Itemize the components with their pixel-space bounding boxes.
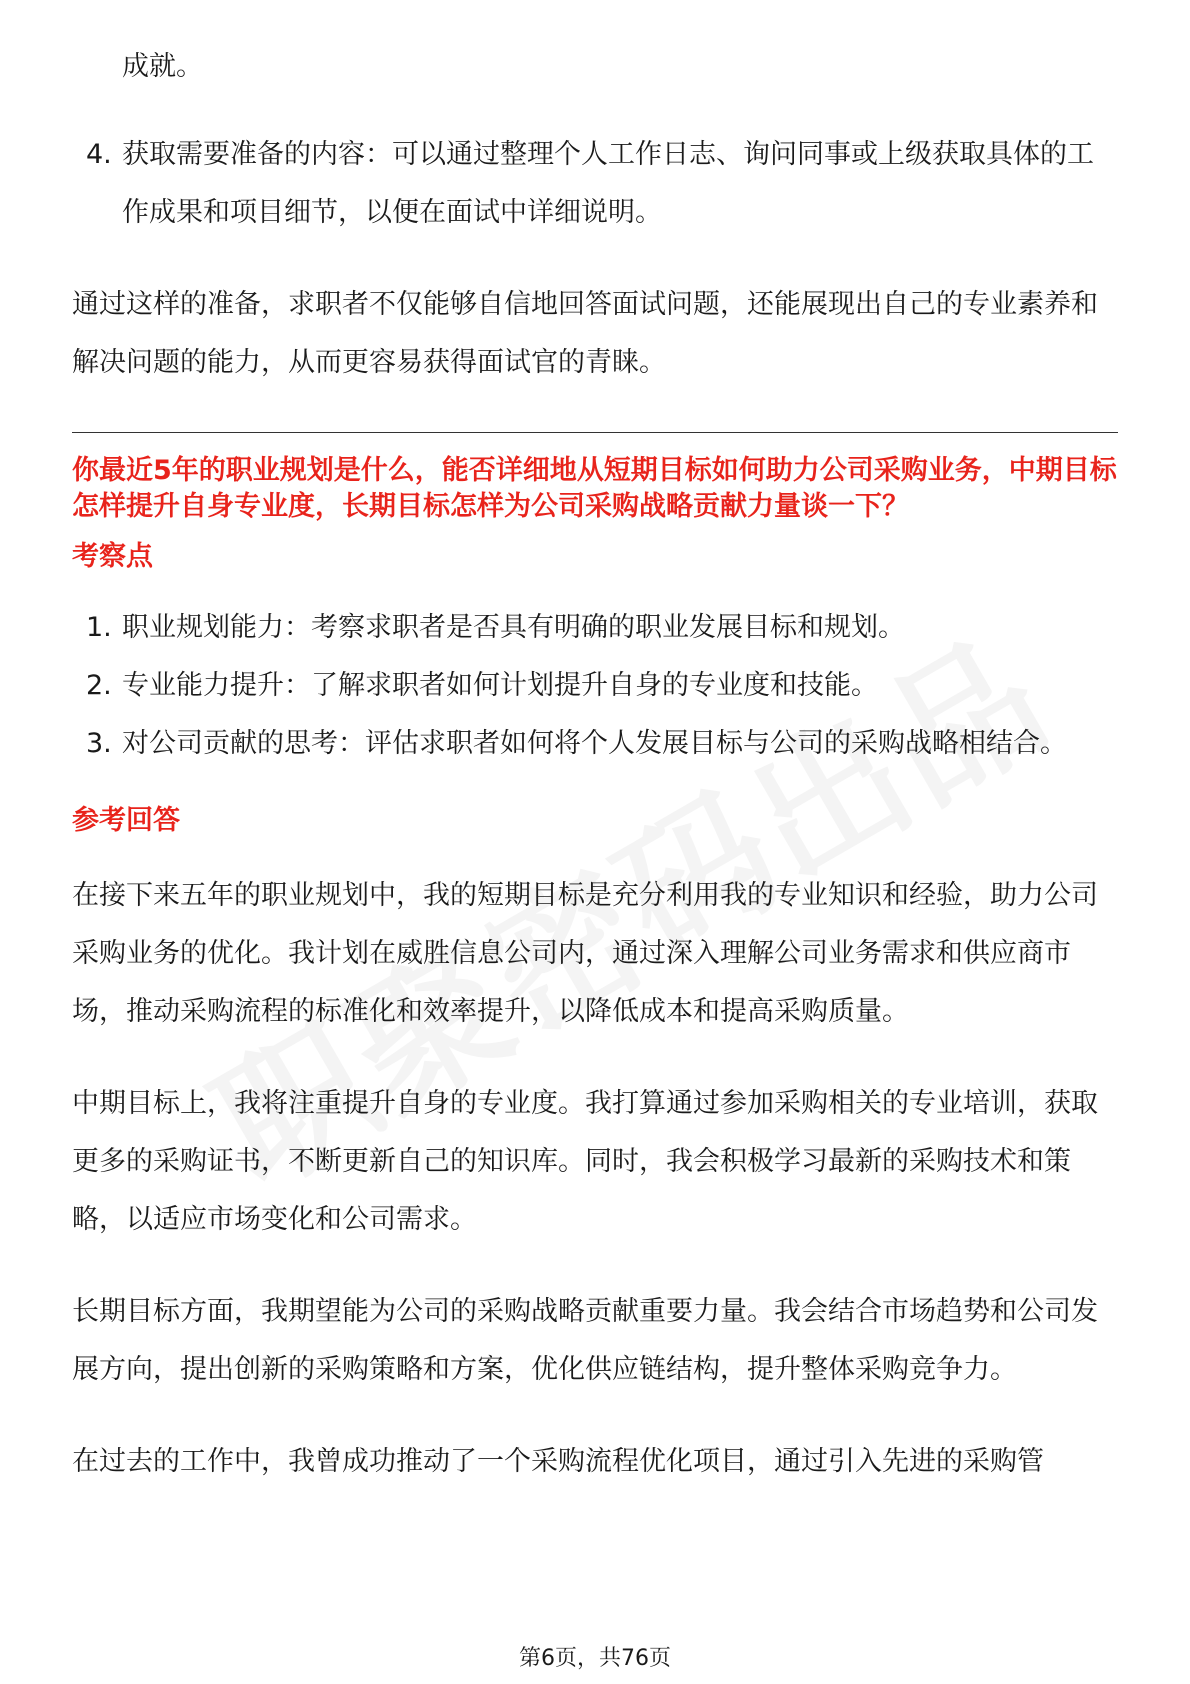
list-number: 1.: [86, 612, 112, 643]
summary-paragraph: 通过这样的准备，求职者不仅能够自信地回答面试问题，还能展现出自己的专业素养和解决问题的能力，从而更容易获得面试官的青睐。: [72, 289, 1098, 378]
page-content: [72, 48, 1118, 1491]
continuation-text: 成就。: [122, 51, 203, 82]
answer-paragraph: 长期目标方面，我期望能为公司的采购战略贡献重要力量。我会结合市场趋势和公司发展方向，提出创新的采购策略和方案，优化供应链结构，提升整体采购竞争力。: [72, 1296, 1098, 1385]
page-number-footer: 第6页，共76页: [519, 1646, 671, 1671]
list-item: [72, 715, 1118, 773]
kaochadian-heading: 考察点: [72, 541, 153, 572]
list-item: [72, 599, 1118, 657]
answer-paragraph: 中期目标上，我将注重提升自身的专业度。我打算通过参加采购相关的专业培训，获取更多的采购证书，不断更新自己的知识库。同时，我会积极学习最新的采购技术和策略，以适应市场变化和公司需求。: [72, 1088, 1098, 1235]
list-item-text: 专业能力提升：了解求职者如何计划提升自身的专业度和技能。: [122, 670, 878, 701]
list-item: [72, 126, 1118, 242]
answer-paragraph: 在接下来五年的职业规划中，我的短期目标是充分利用我的专业知识和经验，助力公司采购业务的优化。我计划在威胜信息公司内，通过深入理解公司业务需求和供应商市场，推动采购流程的标准化和效率提升，以降低成本和提高采购质量。: [72, 880, 1098, 1027]
list-number: 3.: [86, 728, 112, 759]
answer-paragraph: 在过去的工作中，我曾成功推动了一个采购流程优化项目，通过引入先进的采购管: [72, 1446, 1044, 1477]
list-item-text: 职业规划能力：考察求职者是否具有明确的职业发展目标和规划。: [122, 612, 905, 643]
list-item-text: 获取需要准备的内容：可以通过整理个人工作日志、询问同事或上级获取具体的工作成果和项目细节，以便在面试中详细说明。: [122, 139, 1094, 228]
list-number: 2.: [86, 670, 112, 701]
list-item-text: 对公司贡献的思考：评估求职者如何将个人发展目标与公司的采购战略相结合。: [122, 728, 1067, 759]
list-item: [72, 657, 1118, 715]
interview-question: 你最近5年的职业规划是什么，能否详细地从短期目标如何助力公司采购业务，中期目标怎样提升自身专业度，长期目标怎样为公司采购战略贡献力量谈一下？: [72, 455, 1117, 522]
list-number: 4.: [86, 139, 112, 170]
answer-heading: 参考回答: [72, 805, 180, 836]
